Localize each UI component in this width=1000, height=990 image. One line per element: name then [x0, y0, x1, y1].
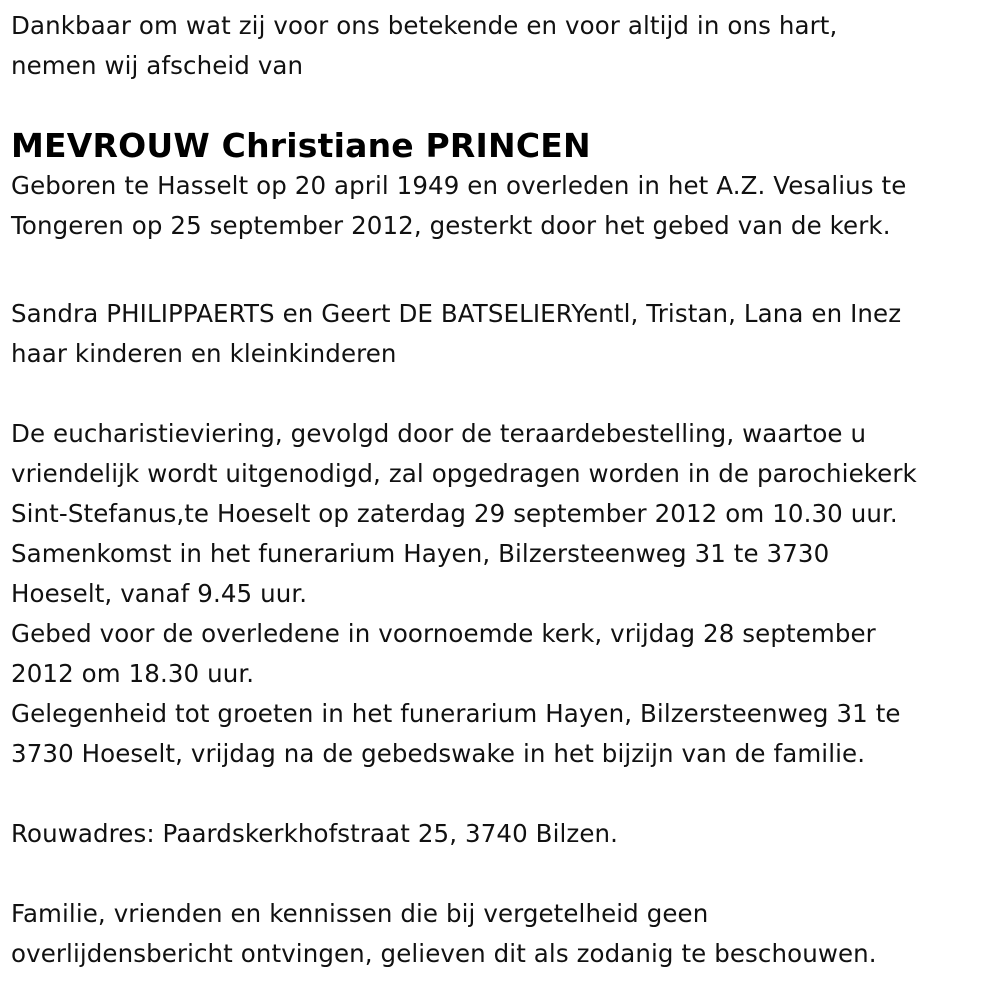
closing-paragraph: [11, 894, 877, 974]
service-line: Hoeselt, vanaf 9.45 uur.: [11, 579, 308, 608]
service-paragraph: [11, 414, 917, 774]
deceased-name: MEVROUW Christiane PRINCEN: [11, 126, 591, 165]
closing-line: Familie, vrienden en kennissen die bij vergetelheid geen: [11, 899, 709, 928]
service-line: Samenkomst in het funerarium Hayen, Bilzersteenweg 31 te 3730: [11, 539, 830, 568]
service-line: Gelegenheid tot groeten in het funerarium Hayen, Bilzersteenweg 31 te: [11, 699, 901, 728]
service-line: Sint-Stefanus,te Hoeselt op zaterdag 29 september 2012 om 10.30 uur.: [11, 499, 898, 528]
service-line: 2012 om 18.30 uur.: [11, 659, 255, 688]
intro-line: nemen wij afscheid van: [11, 51, 304, 80]
deceased-block: [11, 126, 906, 246]
intro-line: Dankbaar om wat zij voor ons betekende en voor altijd in ons hart,: [11, 11, 838, 40]
closing-line: overlijdensbericht ontvingen, gelieven dit als zodanig te beschouwen.: [11, 939, 877, 968]
service-line: Gebed voor de overledene in voornoemde kerk, vrijdag 28 september: [11, 619, 876, 648]
service-line: vriendelijk wordt uitgenodigd, zal opgedragen worden in de parochiekerk: [11, 459, 917, 488]
intro-paragraph: [11, 6, 837, 86]
birth-death-line: Geboren te Hasselt op 20 april 1949 en overleden in het A.Z. Vesalius te: [11, 171, 907, 200]
address-line: Rouwadres: Paardskerkhofstraat 25, 3740 Bilzen.: [11, 819, 619, 848]
service-line: 3730 Hoeselt, vrijdag na de gebedswake in het bijzijn van de familie.: [11, 739, 866, 768]
family-line: Sandra PHILIPPAERTS en Geert DE BATSELIERYentl, Tristan, Lana en Inez: [11, 299, 902, 328]
family-line: haar kinderen en kleinkinderen: [11, 339, 397, 368]
family-paragraph: [11, 294, 901, 374]
mourning-address: [11, 814, 618, 854]
service-line: De eucharistieviering, gevolgd door de teraardebestelling, waartoe u: [11, 419, 867, 448]
birth-death-line: Tongeren op 25 september 2012, gesterkt door het gebed van de kerk.: [11, 211, 891, 240]
